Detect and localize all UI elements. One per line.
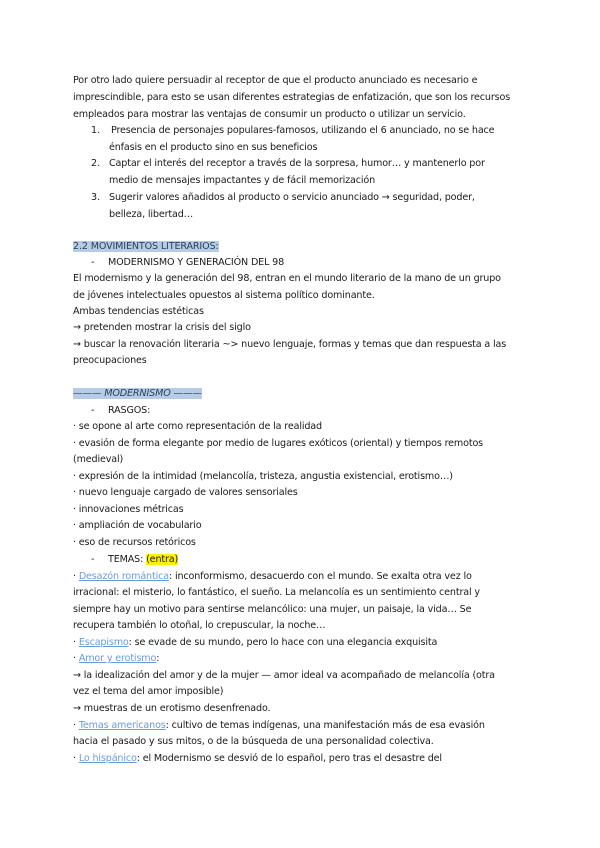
- tema-text: : cultivo de temas indígenas, una manifestación más de esa evasión: [165, 720, 485, 731]
- tema-link-amor[interactable]: Amor y erotismo: [78, 653, 157, 664]
- list-number: 3.: [91, 192, 101, 203]
- list-item-line: medio de mensajes impactantes y de fácil memorización: [109, 175, 376, 186]
- intro-line: Por otro lado quiere persuadir al receptor de que el producto anunciado es necesario e: [73, 75, 478, 86]
- list-item-line: Presencia de personajes populares-famosos, utilizando el 6 anunciado, no se hace: [111, 125, 495, 136]
- tema-americanos: [73, 720, 485, 732]
- list-number: 2.: [91, 158, 101, 169]
- temas-label-line: [108, 554, 178, 566]
- intro-line: empleados para mostrar las ventajas de consumir un producto o utilizar un servicio.: [73, 109, 466, 120]
- body-line: preocupaciones: [73, 355, 147, 366]
- modernismo-heading: [73, 388, 202, 400]
- intro-line: imprescindible, para esto se usan diferentes estrategias de enfatización, que son los recursos: [73, 92, 511, 103]
- tema-link-desazon[interactable]: Desazón romántica: [78, 571, 169, 582]
- body-line: irracional: el misterio, lo fantástico, el sueño. La melancolía es un sentimiento central y: [73, 587, 480, 598]
- rasgos-label: RASGOS:: [108, 405, 151, 416]
- rasgo-line: · se opone al arte como representación de la realidad: [73, 421, 322, 432]
- dash-bullet: -: [91, 405, 95, 416]
- body-line: de jóvenes intelectuales opuestos al sistema político dominante.: [73, 290, 375, 301]
- rasgo-line: (medieval): [73, 454, 124, 465]
- body-line: El modernismo y la generación del 98, entran en el mundo literario de la mano de un grupo: [73, 273, 501, 284]
- tema-link-escapismo[interactable]: Escapismo: [78, 637, 129, 648]
- temas-tag: (entra): [146, 554, 179, 565]
- bullet: ·: [73, 637, 79, 648]
- bullet: ·: [73, 720, 79, 731]
- body-line: → la idealización del amor y de la mujer — amor ideal va acompañado de melancolía (otra: [73, 670, 495, 681]
- tema-text: : el Modernismo se desvió de lo español, pero tras el desastre del: [136, 753, 442, 764]
- section-heading: [73, 241, 219, 253]
- temas-label: TEMAS:: [108, 554, 144, 565]
- modernismo-heading-text: ——— MODERNISMO ———: [73, 388, 202, 399]
- body-line: → muestras de un erotismo desenfrenado.: [73, 703, 271, 714]
- tema-link-americanos[interactable]: Temas americanos: [78, 720, 166, 731]
- rasgo-line: · innovaciones métricas: [73, 504, 184, 515]
- tema-text: : se evade de su mundo, pero lo hace con una elegancia exquisita: [128, 637, 438, 648]
- body-line: → buscar la renovación literaria ~> nuevo lenguaje, formas y temas que dan respuesta a las: [73, 339, 507, 350]
- bullet: ·: [73, 753, 79, 764]
- body-line: Ambas tendencias estéticas: [73, 306, 204, 317]
- tema-amor: [73, 653, 159, 665]
- list-number: 1.: [91, 125, 101, 136]
- tema-escapismo: [73, 637, 437, 649]
- body-line: vez el tema del amor imposible): [73, 686, 224, 697]
- subheading: MODERNISMO Y GENERACIÓN DEL 98: [108, 257, 285, 268]
- bullet: ·: [73, 653, 79, 664]
- list-item-line: belleza, libertad…: [109, 209, 194, 220]
- body-line: siempre hay un motivo para sentirse melancólico: una mujer, un paisaje, la vida… Se: [73, 604, 472, 615]
- rasgo-line: · expresión de la intimidad (melancolía, tristeza, angustia existencial, erotismo…): [73, 471, 453, 482]
- list-item-line: Captar el interés del receptor a través de la sorpresa, humor… y mantenerlo por: [109, 158, 485, 169]
- dash-bullet: -: [91, 257, 95, 268]
- tema-hispanico: [73, 753, 442, 765]
- bullet: ·: [73, 571, 79, 582]
- rasgo-line: · evasión de forma elegante por medio de lugares exóticos (oriental) y tiempos remotos: [73, 438, 484, 449]
- tema-text: :: [156, 653, 160, 664]
- rasgo-line: · nuevo lenguaje cargado de valores sensoriales: [73, 487, 298, 498]
- tema-link-hispanico[interactable]: Lo hispánico: [78, 753, 137, 764]
- list-item-line: Sugerir valores añadidos al producto o servicio anunciado → seguridad, poder,: [109, 192, 475, 203]
- body-line: → pretenden mostrar la crisis del siglo: [73, 322, 251, 333]
- tema-desazon: [73, 571, 472, 583]
- rasgo-line: · eso de recursos retóricos: [73, 537, 196, 548]
- list-item-line: énfasis en el producto sino en sus beneficios: [109, 142, 318, 153]
- tema-text: : inconformismo, desacuerdo con el mundo. Se exalta otra vez lo: [168, 571, 472, 582]
- rasgo-line: · ampliación de vocabulario: [73, 520, 202, 531]
- body-line: hacia el pasado y sus mitos, o de la búsqueda de una personalidad colectiva.: [73, 736, 434, 747]
- body-line: recupera también lo otoñal, lo crepuscular, la noche…: [73, 620, 326, 631]
- dash-bullet: -: [91, 554, 95, 565]
- section-heading-text: 2.2 MOVIMIENTOS LITERARIOS:: [73, 241, 219, 252]
